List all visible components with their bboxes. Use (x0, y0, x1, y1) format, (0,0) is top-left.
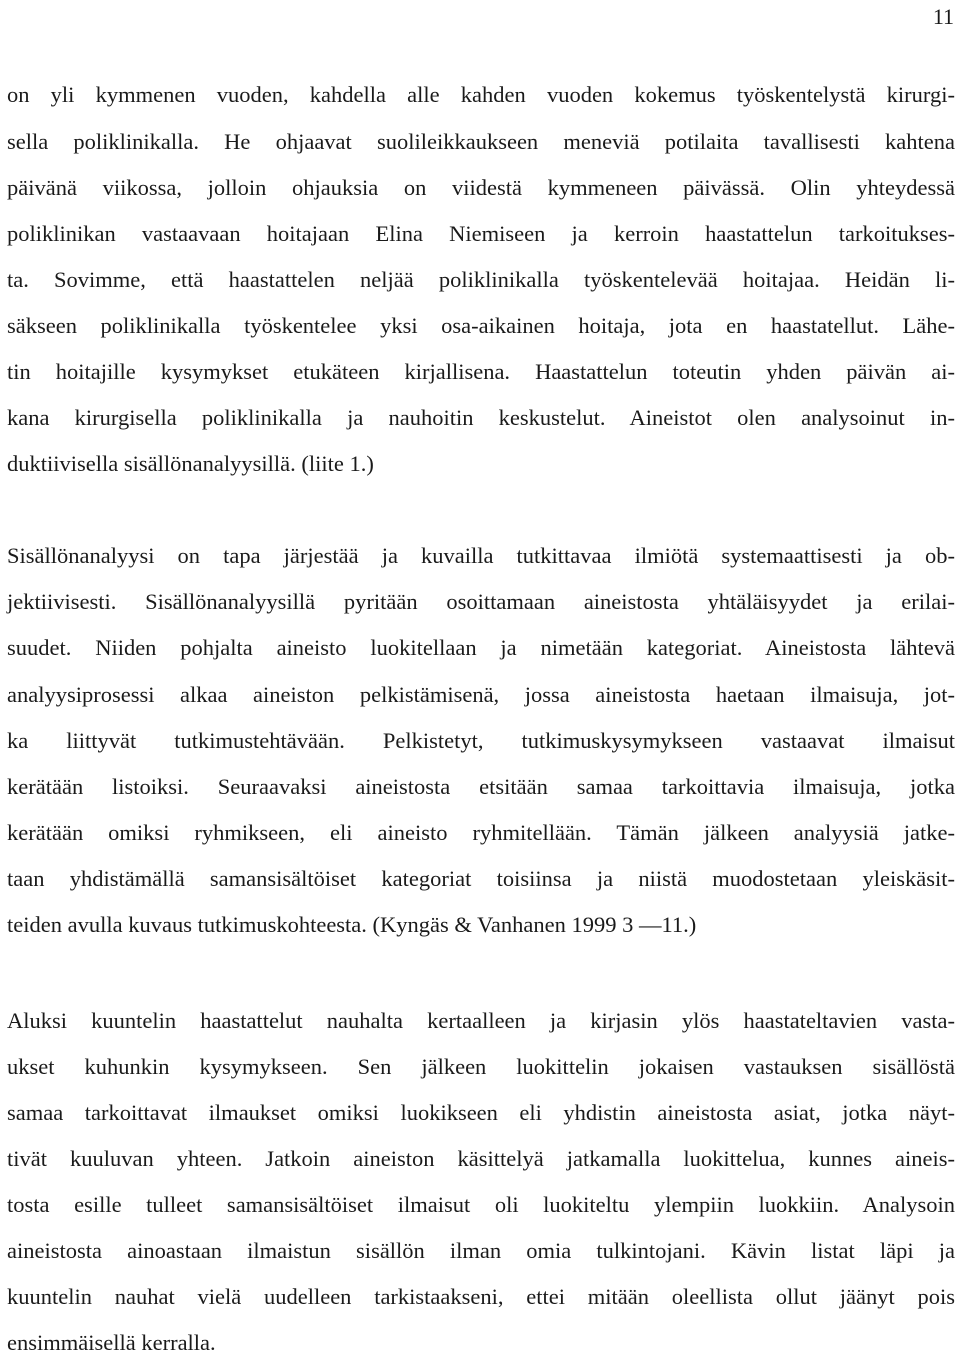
paragraph-2-line: kerätään listoiksi. Seuraavaksi aineistosta etsitään samaa tarkoittavia ilmaisuja, jotka (7, 774, 955, 799)
paragraph-3-line: aineistosta ainoastaan ilmaistun sisällön ilman omia tulkintojani. Kävin listat läpi ja (7, 1238, 955, 1263)
paragraph-3-line: ensimmäisellä kerralla. (7, 1330, 216, 1355)
paragraph-3-line: Aluksi kuuntelin haastattelut nauhalta kertaalleen ja kirjasin ylös haastateltavien vasta- (7, 1008, 955, 1033)
paragraph-3-line: ukset kuhunkin kysymykseen. Sen jälkeen luokittelin jokaisen vastauksen sisällöstä (7, 1054, 955, 1079)
page-number: 11 (932, 4, 954, 29)
paragraph-1-line: duktiivisella sisällönanalyysillä. (liite 1.) (7, 451, 374, 476)
paragraph-2-line: jektiivisesti. Sisällönanalyysillä pyritään osoittamaan aineistosta yhtäläisyydet ja erilai- (7, 589, 955, 614)
paragraph-3-line: kuuntelin nauhat vielä uudelleen tarkistaakseni, ettei mitään oleellista ollut jäänyt pois (7, 1284, 955, 1309)
paragraph-1-line: poliklinikan vastaavaan hoitajaan Elina Niemiseen ja kerroin haastattelun tarkoitukses- (7, 221, 955, 246)
paragraph-1-line: ta. Sovimme, että haastattelen neljää poliklinikalla työskentelevää hoitajaa. Heidän li- (7, 267, 955, 292)
paragraph-2-line: taan yhdistämällä samansisältöiset kategoriat toisiinsa ja niistä muodostetaan yleiskäsit- (7, 866, 955, 891)
paragraph-1-line: päivänä viikossa, jolloin ohjauksia on viidestä kymmeneen päivässä. Olin yhteydessä (7, 175, 955, 200)
paragraph-1-line: kana kirurgisella poliklinikalla ja nauhoitin keskustelut. Aineistot olen analysoinut in- (7, 405, 955, 430)
paragraph-2-line: suudet. Niiden pohjalta aineisto luokitellaan ja nimetään kategoriat. Aineistosta lähtevä (7, 635, 955, 660)
paragraph-3-line: tivät kuuluvan yhteen. Jatkoin aineiston käsittelyä jatkamalla luokittelua, kunnes aineis- (7, 1146, 955, 1171)
paragraph-3-line: samaa tarkoittavat ilmaukset omiksi luokikseen eli yhdistin aineistosta asiat, jotka näyt- (7, 1100, 955, 1125)
paragraph-2-line: teiden avulla kuvaus tutkimuskohteesta. (Kyngäs & Vanhanen 1999 3 —11.) (7, 912, 697, 937)
paragraph-2-line: Sisällönanalyysi on tapa järjestää ja kuvailla tutkittavaa ilmiötä systemaattisesti ja ob- (7, 543, 955, 568)
paragraph-2-line: analyysiprosessi alkaa aineiston pelkistämisenä, jossa aineistosta haetaan ilmaisuja, jot- (7, 682, 955, 707)
paragraph-2-line: ka liittyvät tutkimustehtävään. Pelkistetyt, tutkimuskysymykseen vastaavat ilmaisut (7, 728, 955, 753)
paragraph-1-line: tin hoitajille kysymykset etukäteen kirjallisena. Haastattelun toteutin yhden päivän ai- (7, 359, 955, 384)
paragraph-3-line: tosta esille tulleet samansisältöiset ilmaisut oli luokiteltu ylempiin luokkiin. Analysoin (7, 1192, 955, 1217)
paragraph-1-line: on yli kymmenen vuoden, kahdella alle kahden vuoden kokemus työskentelystä kirurgi- (7, 82, 955, 107)
paragraph-2-line: kerätään omiksi ryhmikseen, eli aineisto ryhmitellään. Tämän jälkeen analyysiä jatke- (7, 820, 955, 845)
paragraph-1-line: sella poliklinikalla. He ohjaavat suolileikkaukseen meneviä potilaita tavallisesti kahtena (7, 129, 955, 154)
paragraph-1-line: säkseen poliklinikalla työskentelee yksi osa-aikainen hoitaja, jota en haastatellut. Lähe- (7, 313, 955, 338)
